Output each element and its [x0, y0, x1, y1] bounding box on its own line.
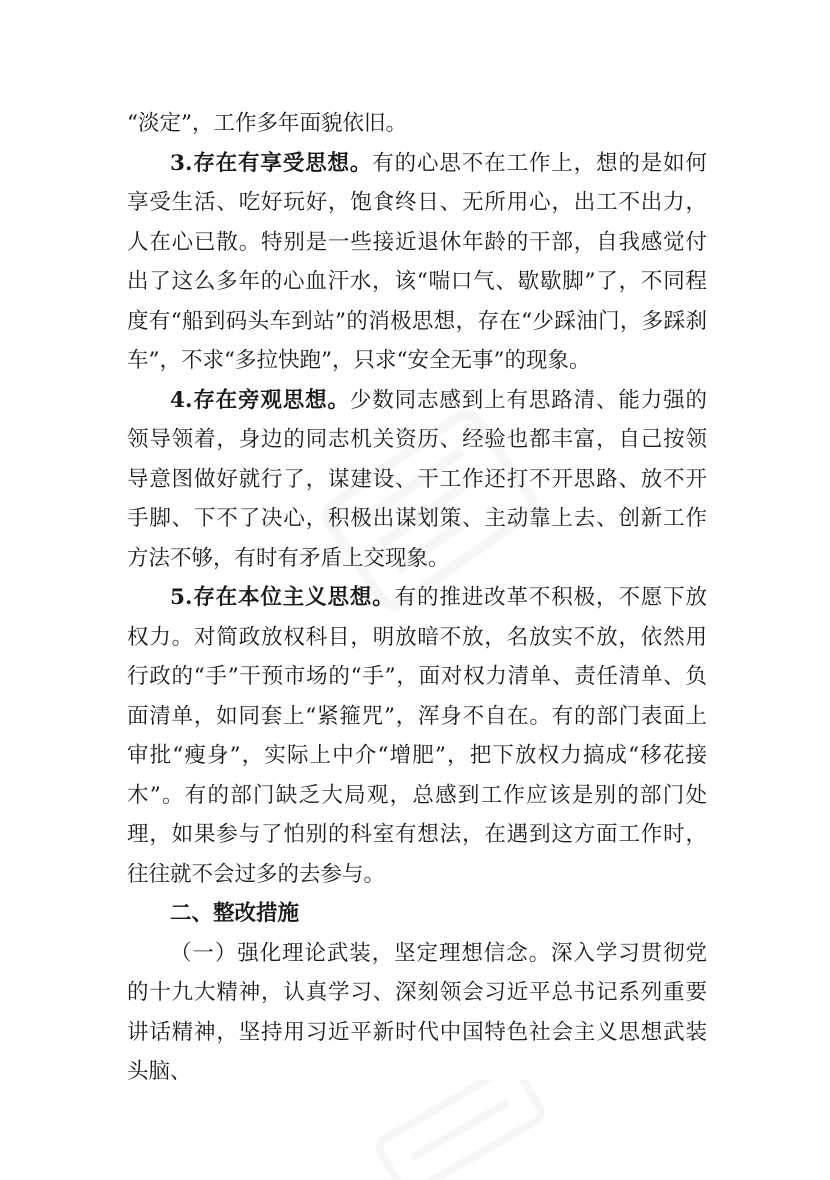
document-body — [127, 104, 707, 1092]
paragraph-measures-1: （一）强化理论武装，坚定理想信念。深入学习贯彻党的十九大精神，认真学习、深刻领会习近平总书记系列重要讲话精神，坚持用习近平新时代中国特色社会主义思想武装头脑、 — [127, 940, 707, 1084]
paragraph-enjoyment — [127, 144, 707, 381]
paragraph-departmentalism-title: 5.存在本位主义思想。 — [170, 585, 395, 610]
section-heading: 二、整改措施 — [170, 901, 300, 926]
paragraph-continuation: “淡定”，工作多年面貌依旧。 — [127, 111, 407, 136]
paragraph-departmentalism — [127, 578, 707, 894]
paragraph-bystander — [127, 381, 707, 579]
paragraph-enjoyment-body: 有的心思不在工作上，想的是如何享受生活、吃好玩好，饱食终日、无所用心，出工不出力，人在心已散。特别是一些接近退休年龄的干部，自我感觉付出了这么多年的心血汗水，该“喘口气、歇歇脚”了，不同程度有“船到码头车到站”的消极思想，存在“少踩油门，多踩刹车”，不求“多拉快跑”，只求“安全无事”的现象。 — [127, 150, 707, 373]
paragraph-departmentalism-body: 有的推进改革不积极，不愿下放权力。对简政放权科目，明放暗不放，名放实不放，依然用行政的“手”干预市场的“手”，面对权力清单、责任清单、负面清单，如同套上“紧箍咒”，浑身不自在。有的部门表面上审批“瘦身”，实际上中介“增肥”，把下放权力搞成“移花接木”。有的部门缺乏大局观，总感到工作应该是别的部门处理，如果参与了怕别的科室有想法，在遇到这方面工作时，往往就不会过多的去参与。 — [127, 585, 707, 887]
paragraph-enjoyment-title: 3.存在有享受思想。 — [170, 150, 373, 176]
paragraph-bystander-title: 4.存在旁观思想。 — [170, 387, 350, 413]
watermark-bottom-icon — [360, 1080, 560, 1180]
paragraph-bystander-body: 少数同志感到上有思路清、能力强的领导领着，身边的同志机关资历、经验也都丰富，自己按领导意图做好就行了，谋建设、干工作还打不开思路、放不开手脚、下不了决心，积极出谋划策、主动靠上去、创新工作方法不够，有时有矛盾上交现象。 — [127, 387, 707, 571]
